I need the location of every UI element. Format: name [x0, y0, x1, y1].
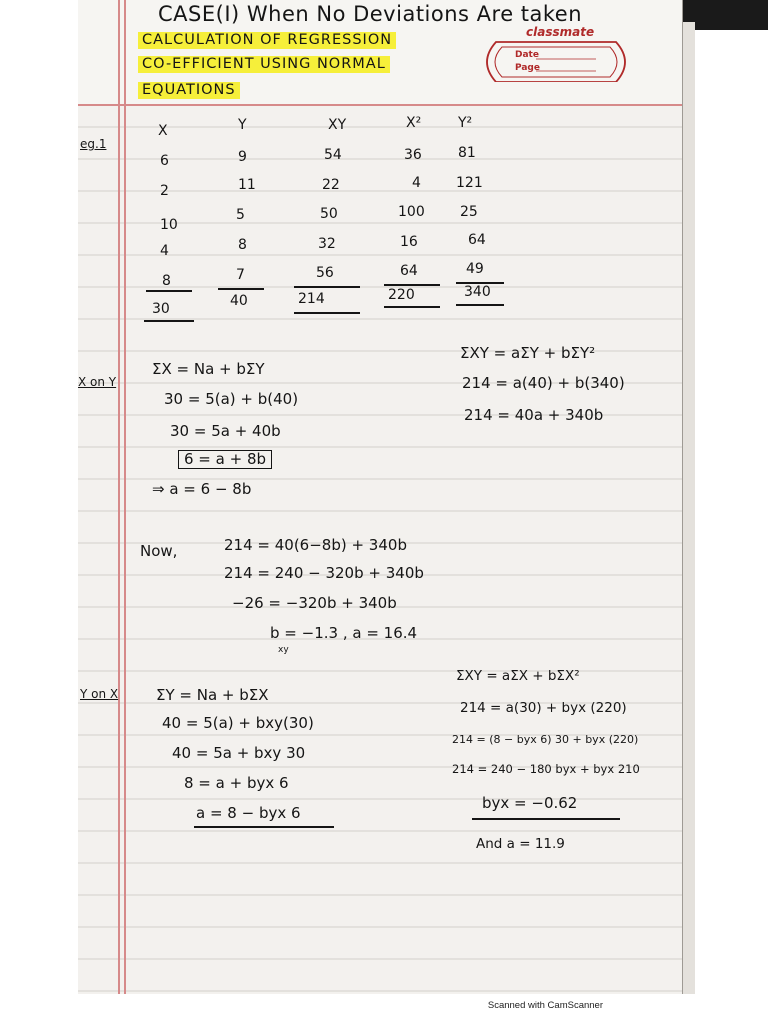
col-header-y2: Y²	[458, 115, 473, 131]
total-underline	[294, 312, 360, 314]
total-underline	[456, 304, 504, 306]
table-cell: 64	[468, 232, 486, 248]
equation: 214 = a(30) + byx (220)	[460, 700, 627, 716]
highlight-line-1: CALCULATION OF REGRESSION	[138, 32, 396, 49]
table-cell: 2	[160, 183, 169, 199]
total-xy: 214	[298, 291, 325, 307]
table-cell: 11	[238, 177, 256, 193]
equation: 214 = a(40) + b(340)	[462, 374, 625, 392]
notebook-page	[78, 0, 683, 994]
table-cell: 81	[458, 145, 476, 161]
y-on-x-label: Y on X	[80, 687, 119, 701]
total-rule	[384, 284, 440, 286]
equation: b = −1.3 , a = 16.4	[270, 624, 418, 642]
equation: byx = −0.62	[482, 794, 578, 812]
page-label: Page	[515, 63, 540, 73]
table-cell: 56	[316, 265, 334, 281]
scanner-watermark: Scanned with CamScanner	[487, 1000, 603, 1011]
equation: 40 = 5a + bxy 30	[172, 744, 306, 762]
col-header-x2: X²	[406, 115, 422, 131]
highlight-line-3: EQUATIONS	[138, 82, 240, 99]
total-rule	[146, 290, 192, 292]
table-cell: 9	[238, 149, 247, 165]
equation: 30 = 5a + 40b	[170, 422, 281, 440]
highlight-line-2: CO-EFFICIENT USING NORMAL	[138, 56, 390, 73]
equation: 40 = 5(a) + bxy(30)	[162, 714, 314, 732]
total-x: 30	[152, 301, 170, 317]
total-underline	[144, 320, 194, 322]
boxed-equation: 6 = a + 8b	[178, 450, 272, 469]
table-cell: 5	[236, 207, 245, 223]
equation: ΣXY = aΣY + bΣY²	[460, 344, 596, 362]
table-cell: 54	[324, 147, 342, 163]
equation: a = 8 − byx 6	[196, 804, 301, 822]
equation: −26 = −320b + 340b	[232, 594, 397, 612]
table-cell: 32	[318, 236, 336, 252]
date-page-box	[476, 38, 626, 82]
table-cell: 8	[238, 237, 247, 253]
table-cell: 49	[466, 261, 484, 277]
col-header-x: X	[158, 123, 168, 139]
now-label: Now,	[140, 542, 178, 560]
equation: ΣY = Na + bΣX	[156, 686, 269, 704]
table-cell: 100	[398, 204, 425, 220]
table-cell: 64	[400, 263, 418, 279]
equation: 30 = 5(a) + b(40)	[164, 390, 299, 408]
equation: ΣXY = aΣX + bΣX²	[456, 668, 580, 684]
table-cell: 10	[160, 217, 178, 233]
table-cell: 4	[412, 175, 421, 191]
equation: 214 = 40(6−8b) + 340b	[224, 536, 407, 554]
table-cell: 16	[400, 234, 418, 250]
header-rule	[78, 104, 682, 106]
subscript: xy	[278, 645, 289, 655]
total-rule	[218, 288, 264, 290]
total-x2: 220	[388, 287, 415, 303]
page-title: CASE(I) When No Deviations Are taken	[158, 2, 583, 26]
equation: 8 = a + byx 6	[184, 774, 289, 792]
date-label: Date	[515, 50, 539, 60]
table-cell: 7	[236, 267, 245, 283]
col-header-xy: XY	[328, 117, 347, 133]
table-cell: 6	[160, 153, 169, 169]
table-cell: 121	[456, 175, 483, 191]
table-cell: 25	[460, 204, 478, 220]
equation: 214 = 240 − 320b + 340b	[224, 564, 424, 582]
table-cell: 22	[322, 177, 340, 193]
equation: 214 = 240 − 180 byx + byx 210	[452, 762, 640, 776]
equation: 214 = (8 − byx 6) 30 + byx (220)	[452, 733, 639, 746]
total-y: 40	[230, 293, 248, 309]
total-underline	[384, 306, 440, 308]
table-cell: 8	[162, 273, 171, 289]
col-header-y: Y	[238, 117, 247, 133]
margin-line-2	[124, 0, 126, 994]
table-cell: 4	[160, 243, 169, 259]
margin-line-1	[118, 0, 120, 994]
result-underline	[194, 826, 334, 828]
result-underline	[472, 818, 620, 820]
table-cell: 50	[320, 206, 338, 222]
equation: ⇒ a = 6 − 8b	[152, 480, 252, 498]
brand-logo: classmate	[526, 25, 595, 39]
total-y2: 340	[464, 284, 491, 300]
x-on-y-label: X on Y	[78, 375, 117, 389]
equation: And a = 11.9	[476, 836, 565, 852]
equation: ΣX = Na + bΣY	[152, 360, 265, 378]
total-rule	[294, 286, 360, 288]
equation: 214 = 40a + 340b	[464, 406, 604, 424]
table-cell: 36	[404, 147, 422, 163]
example-label: eg.1	[80, 137, 107, 151]
